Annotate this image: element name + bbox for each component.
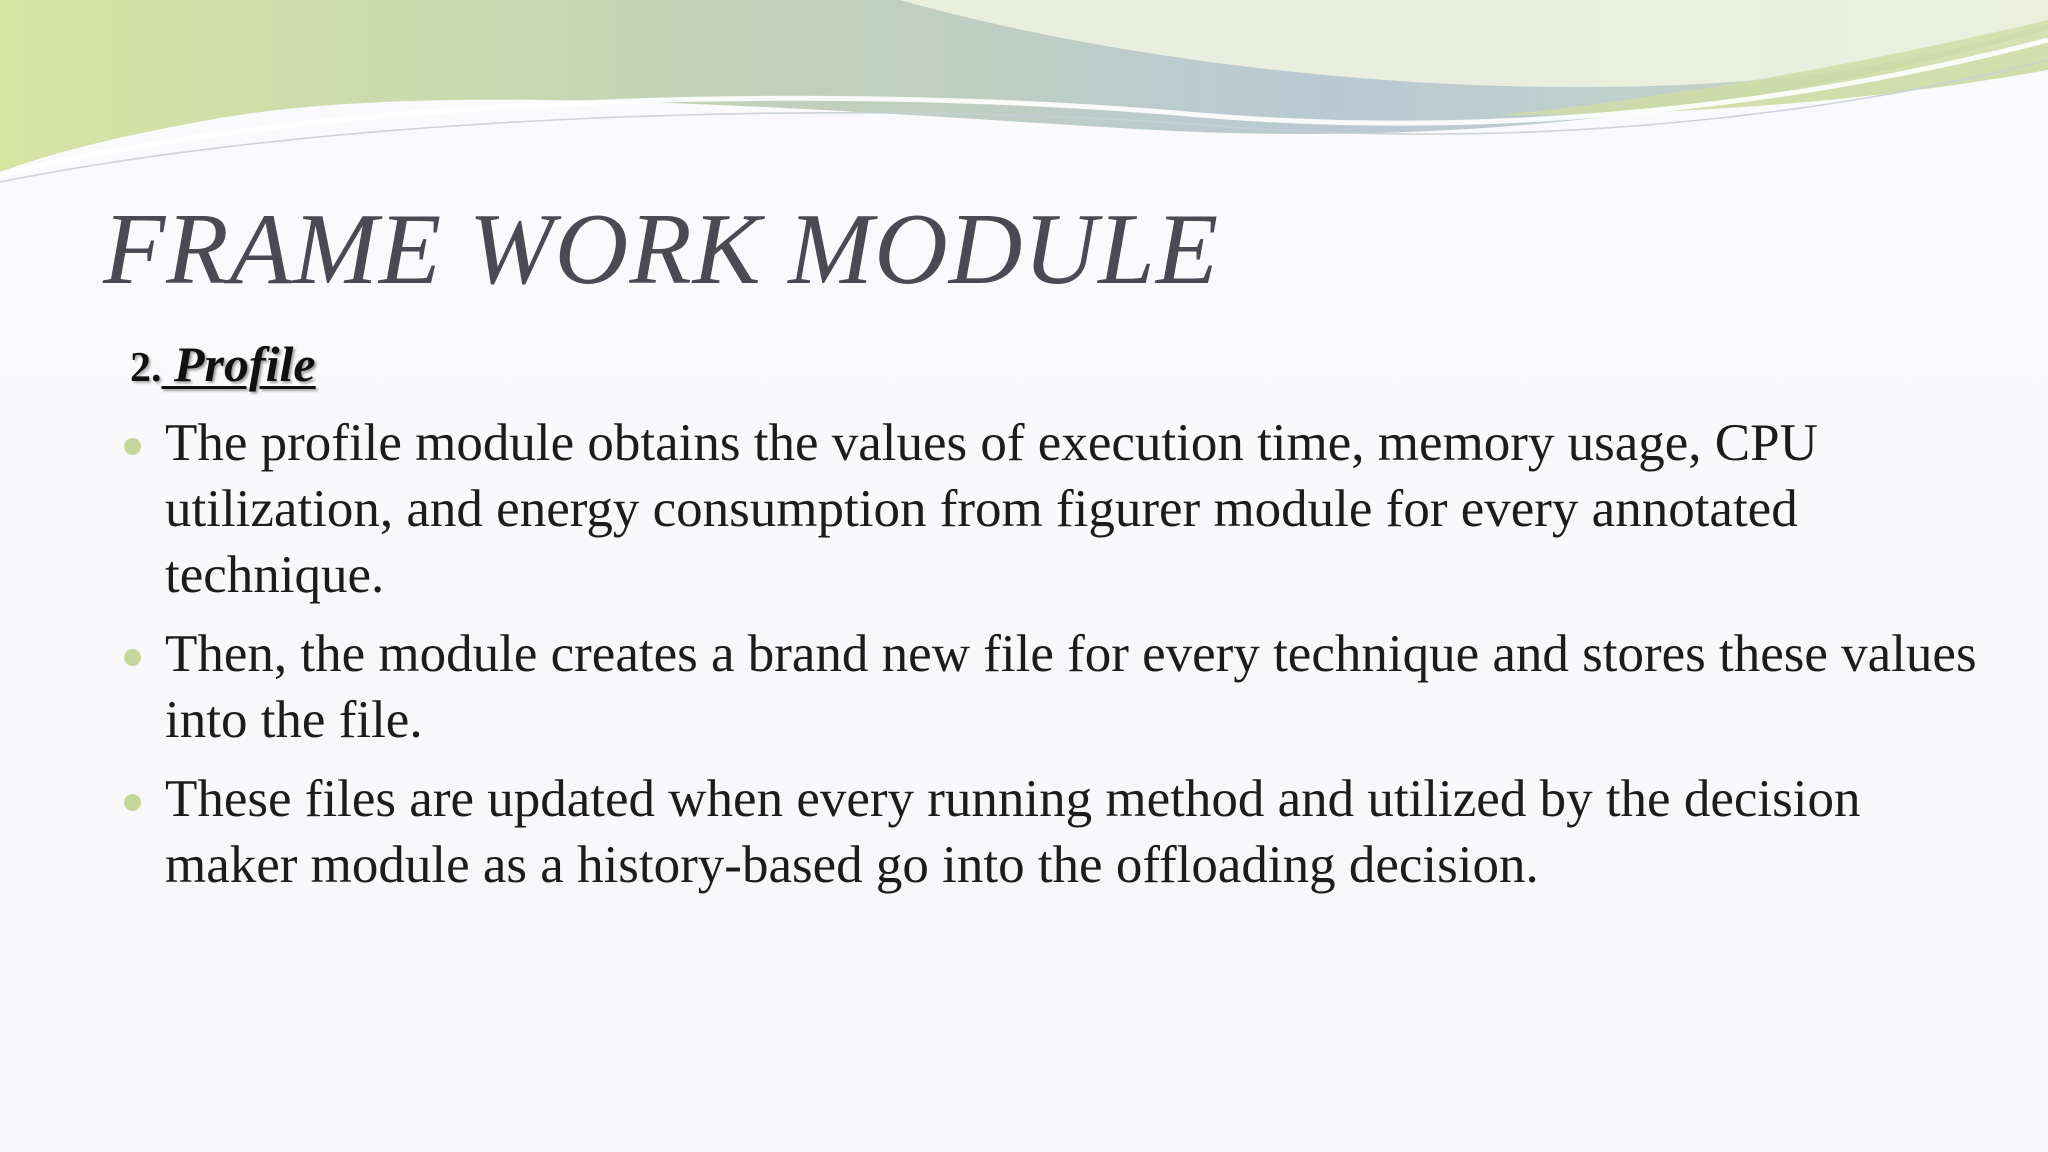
bullet-item <box>115 621 1995 753</box>
section-title: Profile <box>161 336 316 392</box>
decorative-header-wave <box>0 0 2048 200</box>
bullet-text: Then, the module creates a brand new file for every technique and stores these values into the file. <box>165 625 1977 749</box>
section-number: 2. <box>130 345 162 391</box>
section-heading <box>130 334 316 398</box>
bullet-dot-icon <box>124 649 141 666</box>
bullet-list <box>115 410 1995 911</box>
slide-title: FRAME WORK MODULE <box>103 193 1220 306</box>
bullet-item <box>115 410 1995 608</box>
bullet-text: These files are updated when every running method and utilized by the decision maker module as a history-based go into the offloading decision. <box>165 770 1861 894</box>
bullet-item <box>115 766 1995 898</box>
bullet-dot-icon <box>124 794 141 811</box>
bullet-dot-icon <box>124 438 141 455</box>
bullet-text: The profile module obtains the values of execution time, memory usage, CPU utilization, and energy consumption from figurer module for every annotated technique. <box>165 414 1818 604</box>
